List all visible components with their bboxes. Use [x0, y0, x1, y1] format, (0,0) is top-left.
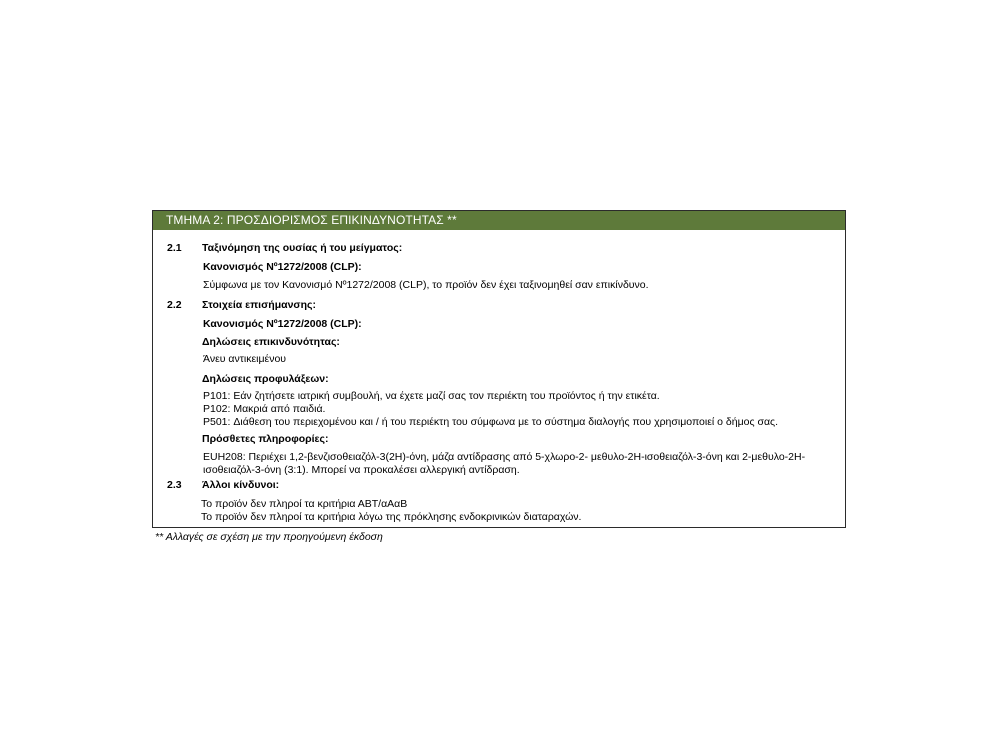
hazard-statements-text: Άνευ αντικειμένου: [203, 353, 287, 365]
additional-info-line-2: ισοθειαζόλ-3-όνη (3:1). Μπορεί να προκαλέσει αλλεργική αντίδραση.: [203, 464, 520, 476]
revision-note: ** Αλλαγές σε σχέση με την προηγούμενη έκδοση: [155, 531, 383, 543]
section-header: ΤΜΗΜΑ 2: ΠΡΟΣΔΙΟΡΙΣΜΟΣ ΕΠΙΚΙΝΔΥΝΟΤΗΤΑΣ **: [153, 211, 845, 230]
hazard-statements-heading: Δηλώσεις επικινδυνότητας:: [202, 336, 340, 348]
regulation-heading-2-2: Κανονισμός Nº1272/2008 (CLP):: [203, 318, 362, 330]
precautionary-statements-heading: Δηλώσεις προφυλάξεων:: [202, 373, 329, 385]
section-title-2-1: Ταξινόμηση της ουσίας ή του μείγματος:: [202, 242, 403, 254]
section-number-2-3: 2.3: [167, 479, 182, 491]
regulation-heading-2-1: Κανονισμός Nº1272/2008 (CLP):: [203, 261, 362, 273]
other-hazards-line-1: Το προϊόν δεν πληροί τα κριτήρια ΑΒΤ/αΑαΒ: [201, 498, 408, 510]
section-title-2-3: Άλλοι κίνδυνοι:: [202, 479, 280, 491]
classification-text: Σύμφωνα με τον Κανονισμό Nº1272/2008 (CLP), το προϊόν δεν έχει ταξινομηθεί σαν επικίνδυνο.: [203, 279, 649, 291]
additional-info-line-1: EUH208: Περιέχει 1,2-βενζισοθειαζόλ-3(2Η)-όνη, μάζα αντίδρασης από 5-χλωρο-2- μεθυλο-2Η-ισοθειαζόλ-3-όνη και 2-μεθυλο-2Η-: [203, 451, 806, 463]
precaution-p102: P102: Μακριά από παιδιά.: [203, 403, 326, 415]
other-hazards-line-2: Το προϊόν δεν πληροί τα κριτήρια λόγω της πρόκλησης ενδοκρινικών διαταραχών.: [201, 511, 582, 523]
precaution-p501: P501: Διάθεση του περιεχομένου και / ή του περιέκτη του σύμφωνα με το σύστημα διαλογής που χρησιμοποιεί ο δήμος σας.: [203, 416, 778, 428]
precaution-p101: P101: Εάν ζητήσετε ιατρική συμβουλή, να έχετε μαζί σας τον περιέκτη του προϊόντος ή την ετικέτα.: [203, 390, 660, 402]
section-title-2-2: Στοιχεία επισήμανσης:: [202, 299, 316, 311]
section-number-2-2: 2.2: [167, 299, 182, 311]
section-2-box: [152, 210, 846, 528]
additional-info-heading: Πρόσθετες πληροφορίες:: [202, 433, 329, 445]
section-number-2-1: 2.1: [167, 242, 182, 254]
